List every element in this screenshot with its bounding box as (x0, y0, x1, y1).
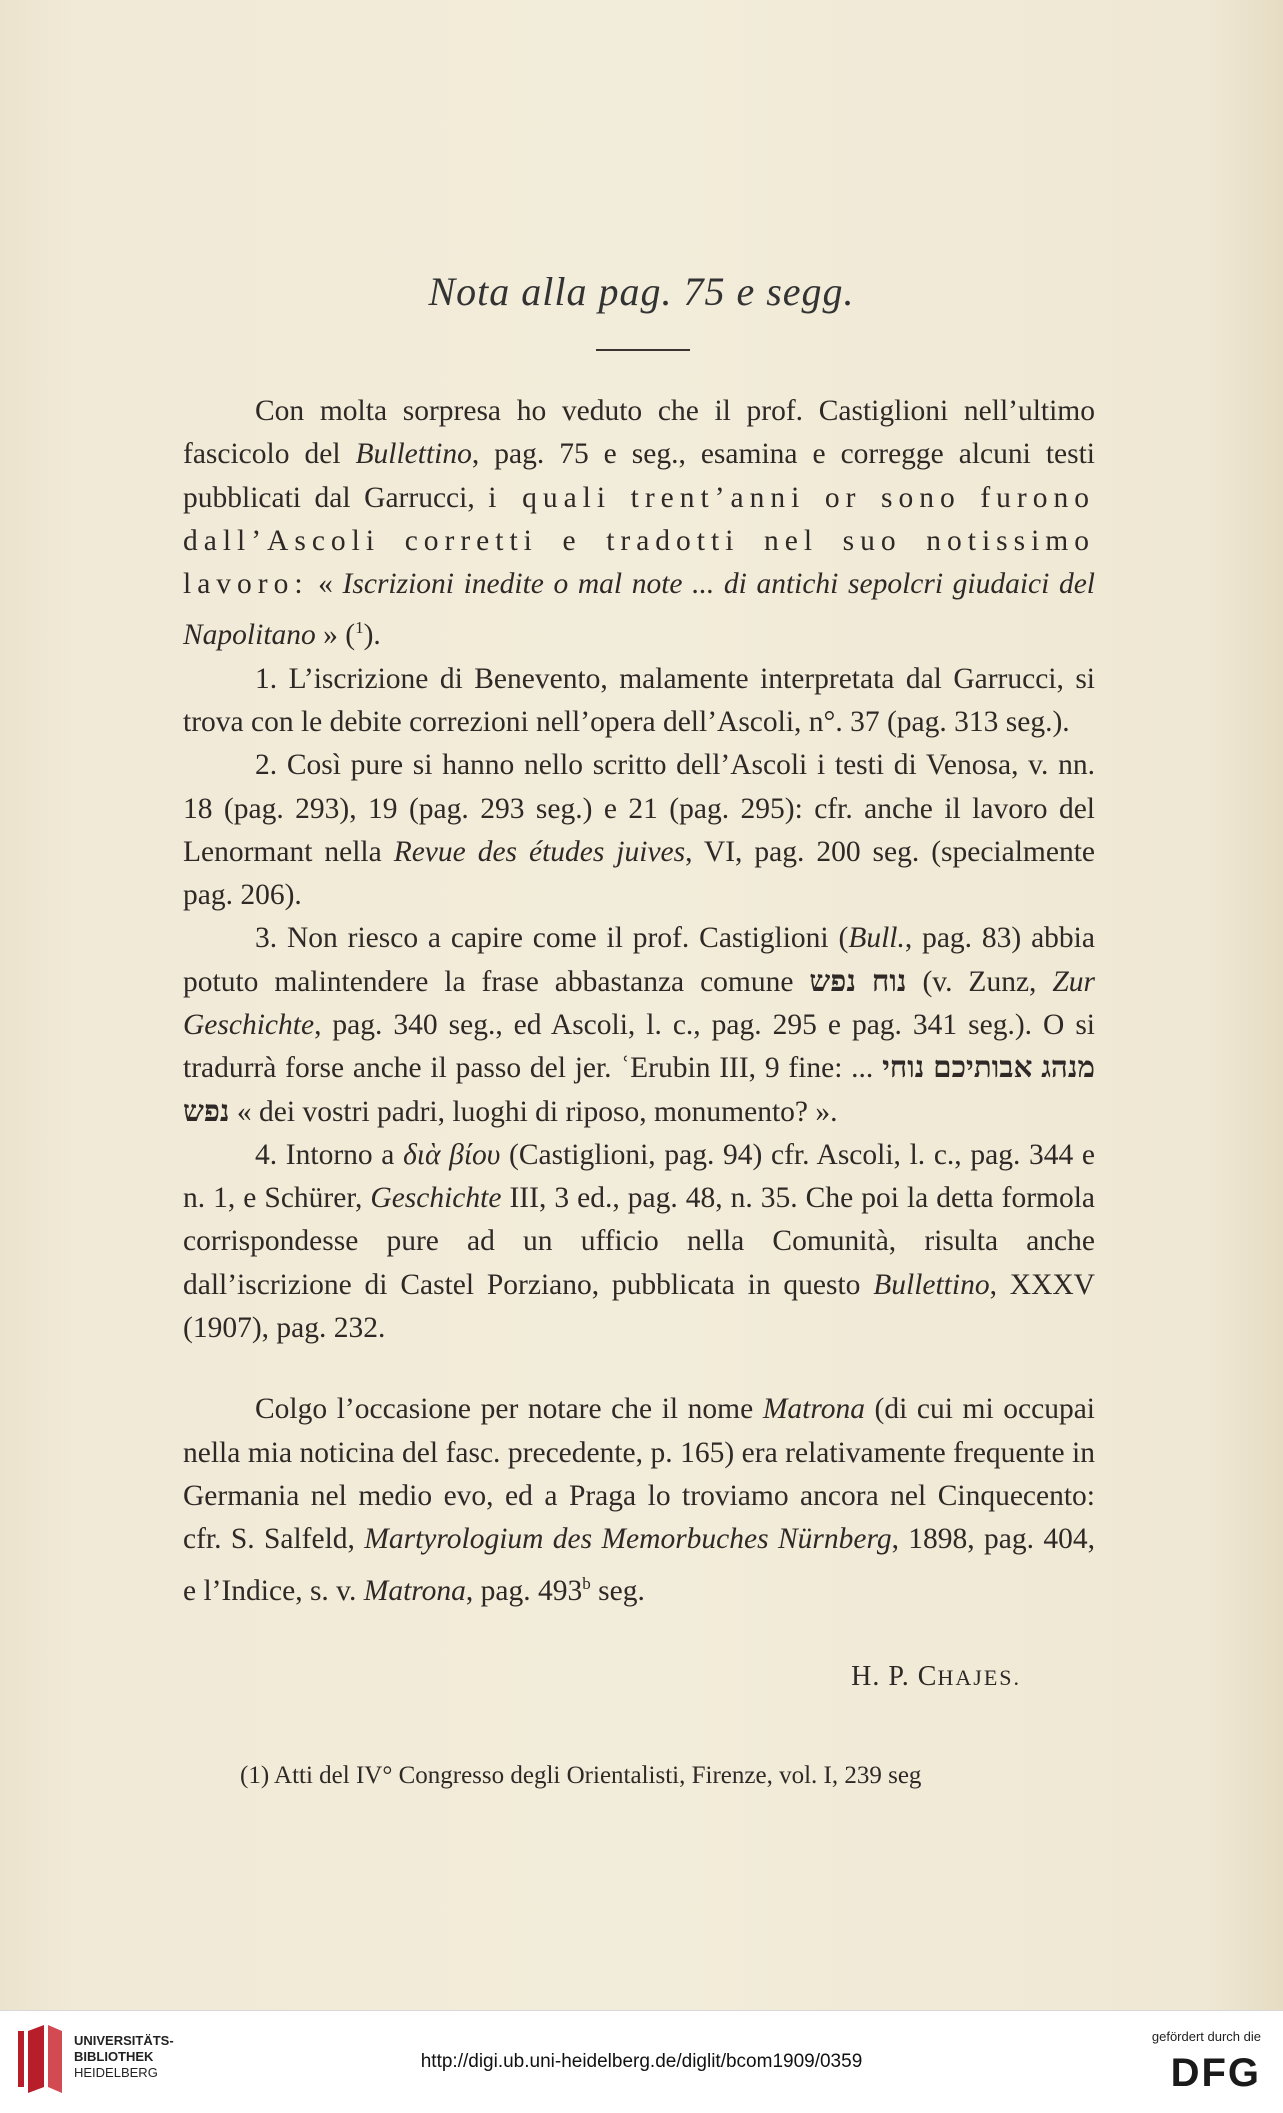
text-run: , pag. 493 (465, 1574, 583, 1607)
paragraph-point-2 (183, 744, 1095, 917)
dfg-logo: DFG (1170, 2051, 1261, 2095)
italic-run: Iscrizioni inedite o mal note ... di antichi sepolcri giudaici del Napolitano (183, 568, 1095, 652)
body-text (183, 390, 1095, 1613)
text-run: , pag. 83) abbia potuto malintendere la frase abbastanza comune (183, 922, 1095, 998)
hebrew-run: נוח נפש (809, 965, 907, 998)
greek-run: διὰ βίου (403, 1138, 501, 1171)
italic-run: Martyrologium des Memorbuches Nürnberg (364, 1523, 892, 1556)
paragraph-intro (183, 390, 1095, 658)
text-run: (di cui mi occupai nella mia noticina del fasc. precedente, p. 165) era relativamente frequente in Germania nel medio evo, ed a Praga lo troviamo ancora nel Cinquecento: cfr. S. Salfeld, (183, 1393, 1095, 1556)
paragraph-point-1: 1. L’iscrizione di Benevento, malamente interpretata dal Garrucci, si trova con le debite correzioni nell’opera dell’Ascoli, n°. 37 (pag. 313 seg.). (183, 662, 1095, 738)
text-run: , 1898, pag. 404, e l’Indice, s. v. (183, 1523, 1095, 1607)
author-signature (851, 1661, 1021, 1693)
text-run: (Castiglioni, pag. 94) cfr. Ascoli, l. c., pag. 344 e n. 1, e Schürer, (183, 1138, 1095, 1215)
italic-run: Bullettino (873, 1268, 990, 1301)
funding-note: gefördert durch die (1151, 2029, 1261, 2044)
text-run: seg. (590, 1574, 645, 1607)
text-run: « (308, 568, 343, 601)
source-url-link[interactable]: http://digi.ub.uni-heidelberg.de/diglit/bcom1909/0359 (420, 2051, 863, 2072)
library-name-line: UNIVERSITÄTS- (74, 2033, 174, 2048)
paragraph-matrona (183, 1388, 1095, 1612)
italic-run: Geschichte (370, 1182, 502, 1215)
library-name-line: BIBLIOTHEK (74, 2049, 154, 2064)
text-run: « dei vostri padri, luoghi di riposo, monumento? ». (229, 1095, 838, 1128)
footnote-ref: 1 (355, 618, 364, 638)
italic-run: Revue des études juives (393, 835, 686, 868)
paragraph-point-3 (183, 917, 1095, 1133)
text-run: , XXXV (1907), pag. 232. (183, 1268, 1095, 1345)
italic-run: Matrona (363, 1574, 466, 1607)
italic-run: Bullettino (355, 438, 472, 471)
paragraph-point-4 (183, 1134, 1095, 1350)
spaced-text-run: i quali trent’anni or sono furono dall’Ascoli corretti e tradotti nel suo notissimo lavoro: (183, 481, 1095, 601)
footnote (240, 1762, 1100, 1790)
footnote-mark: (1) (240, 1762, 270, 1789)
text-run: 2. Così pure si hanno nello scritto dell’Ascoli i testi di Venosa, v. nn. 18 (pag. 293), 19 (pag. 293 seg.) e 21 (pag. 295): cfr. anche il lavoro del Lenormant nella (183, 749, 1095, 868)
text-run: (v. Zunz, (906, 965, 1053, 998)
library-name-line: HEIDELBERG (74, 2065, 158, 2080)
text-run: ). (363, 619, 381, 652)
hebrew-run: מנהג אבותיכם נוחי נפש (183, 1052, 1095, 1128)
text-run: 4. Intorno a (255, 1138, 404, 1171)
page-title: Nota alla pag. 75 e segg. (428, 269, 855, 314)
footnote-text: Atti del IV° Congresso degli Orientalisti, Firenze, vol. I, 239 seg (269, 1762, 922, 1789)
text-run: Colgo l’occasione per notare che il nome (255, 1393, 763, 1426)
text-run: Con molta sorpresa ho veduto che il prof. Castiglioni nell’ultimo fascicolo del (183, 395, 1095, 471)
text-run: , pag. 75 e seg., esamina e corregge alcuni testi pubblicati dal Garrucci, (183, 438, 1095, 514)
signature-smallcaps: HAJES. (937, 1665, 1021, 1690)
text-run: , pag. 340 seg., ed Ascoli, l. c., pag. 295 e pag. 341 seg.). O si tradurrà forse anche il passo del jer. ʿErubin III, 9 fine: ... (183, 1008, 1095, 1085)
text-run: 3. Non riesco a capire come il prof. Castiglioni ( (255, 922, 849, 955)
superscript: b (582, 1573, 591, 1593)
italic-run: Matrona (762, 1393, 865, 1426)
italic-run: Zur Geschichte (183, 965, 1095, 1041)
title-rule (596, 349, 690, 351)
signature-initials: H. P. C (851, 1661, 938, 1692)
text-run: , VI, pag. 200 seg. (specialmente pag. 206). (183, 835, 1095, 912)
text-run: » ( (315, 619, 356, 652)
italic-run: Bull. (848, 922, 905, 955)
text-run: III, 3 ed., pag. 48, n. 35. Che poi la detta formola corrispondesse pure ad un ufficio nella Comunità, risulta anche dall’iscrizione di Castel Porziano, pubblicata in questo (183, 1182, 1095, 1301)
digitization-footer (0, 2010, 1283, 2113)
